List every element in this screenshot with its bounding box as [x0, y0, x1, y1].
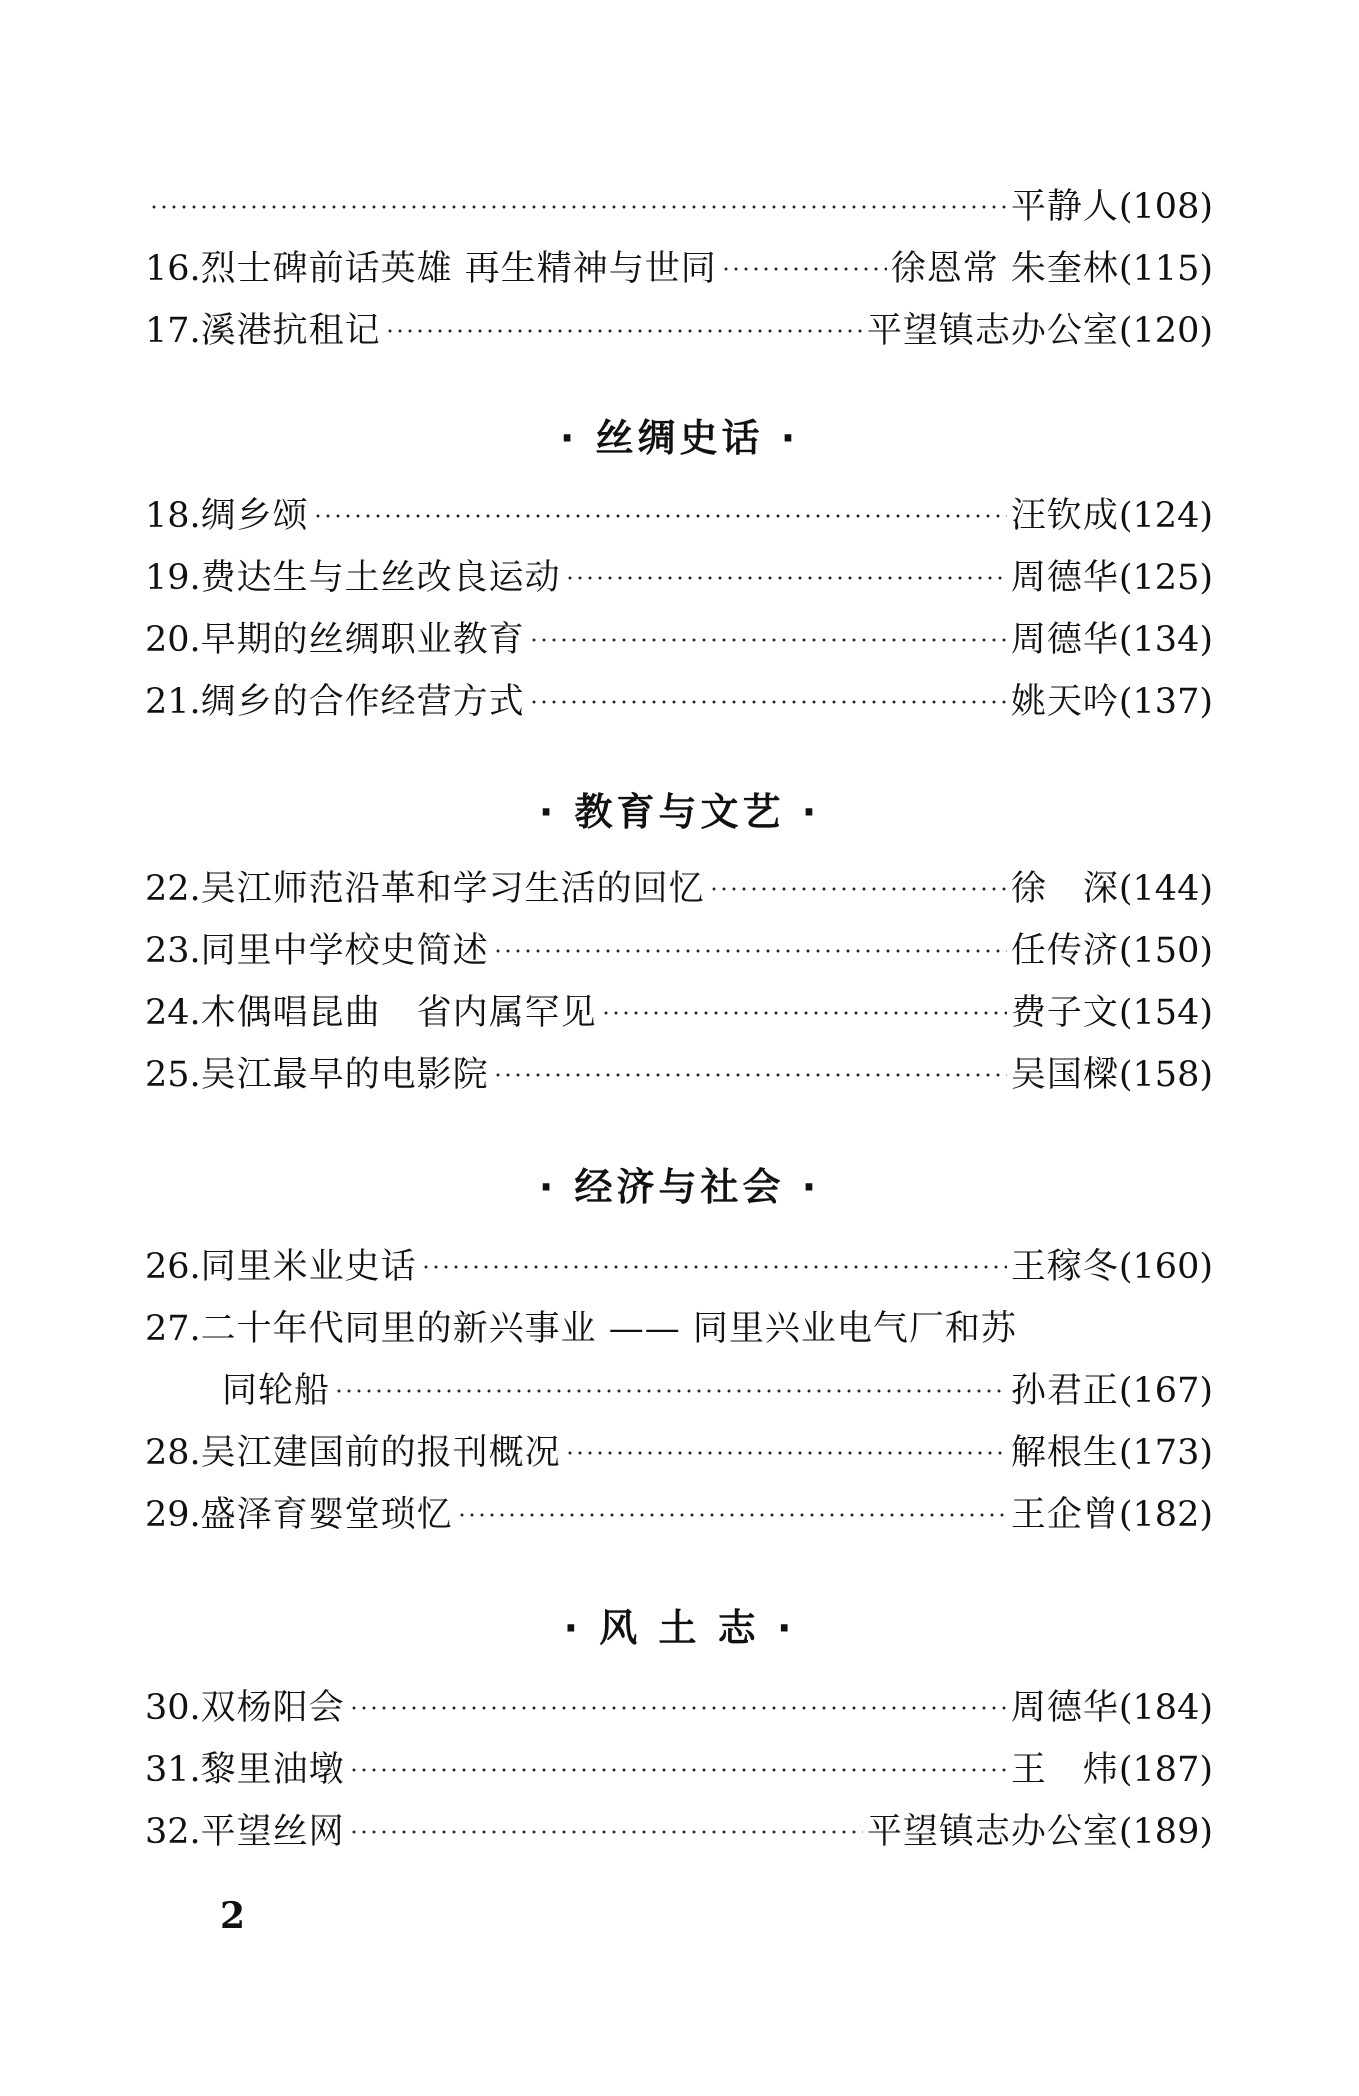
- dot-leader: [149, 205, 1007, 209]
- entry-number: 31.: [145, 1750, 201, 1790]
- toc-entry: [145, 984, 1213, 1042]
- toc-entry: [145, 1486, 1213, 1544]
- entry-author: 周德华: [1010, 1688, 1119, 1728]
- toc-entry: [222, 1362, 1213, 1420]
- toc-entry: [145, 1424, 1213, 1482]
- entry-number: 19.: [145, 558, 201, 598]
- entry-title: 同里中学校史简述: [200, 931, 489, 971]
- toc-entry: [145, 860, 1213, 918]
- section-heading: · 丝绸史话 ·: [559, 416, 800, 460]
- dot-leader: [493, 949, 1007, 953]
- dot-leader: [709, 887, 1007, 891]
- entry-author: 平静人: [1010, 187, 1119, 227]
- page-number: 2: [220, 1895, 246, 1937]
- entry-number: 25.: [145, 1055, 201, 1095]
- toc-entry: [145, 1741, 1213, 1799]
- entry-page: (150): [1118, 931, 1213, 971]
- dot-leader: [421, 1265, 1007, 1269]
- entry-title: 平望丝网: [200, 1812, 345, 1852]
- entry-author: 徐恩常 朱奎林: [890, 249, 1119, 289]
- entry-author: 任传济: [1010, 931, 1119, 971]
- entry-number: 32.: [145, 1812, 201, 1852]
- dot-leader: [334, 1389, 1007, 1393]
- entry-title: 盛泽育婴堂琐忆: [200, 1495, 453, 1535]
- toc-entry: [145, 240, 1213, 298]
- toc-entry: [145, 1679, 1213, 1737]
- toc-entry: [145, 1238, 1213, 1296]
- entry-page: (120): [1118, 311, 1213, 351]
- entry-title: 同轮船: [222, 1371, 331, 1411]
- entry-page: (184): [1118, 1688, 1213, 1728]
- entry-number: 26.: [145, 1247, 201, 1287]
- dot-leader: [601, 1011, 1007, 1015]
- entry-title: 吴江师范沿革和学习生活的回忆: [200, 869, 705, 909]
- entry-author: 徐 深: [1010, 869, 1119, 909]
- entry-title: 吴江建国前的报刊概况: [200, 1433, 561, 1473]
- entry-title: 绸乡的合作经营方式: [200, 682, 525, 722]
- entry-author: 费子文: [1010, 993, 1119, 1033]
- entry-title: 同里米业史话: [200, 1247, 417, 1287]
- entry-author: 平望镇志办公室: [866, 1812, 1119, 1852]
- dot-leader: [565, 576, 1007, 580]
- toc-entry: [145, 487, 1213, 545]
- entry-number: 22.: [145, 869, 201, 909]
- entry-title: 费达生与土丝改良运动: [200, 558, 561, 598]
- dot-leader: [313, 514, 1007, 518]
- dot-leader: [529, 638, 1007, 642]
- entry-number: 18.: [145, 496, 201, 536]
- toc-entry: [145, 549, 1213, 607]
- dot-leader: [349, 1706, 1007, 1710]
- entry-author: 周德华: [1010, 558, 1119, 598]
- toc-entry: [145, 302, 1213, 360]
- toc-entry: [145, 611, 1213, 669]
- entry-page: (160): [1118, 1247, 1213, 1287]
- entry-page: (189): [1118, 1812, 1213, 1852]
- entry-page: (144): [1118, 869, 1213, 909]
- entry-author: 汪钦成: [1010, 496, 1119, 536]
- entry-page: (108): [1118, 187, 1213, 227]
- entry-title: 吴江最早的电影院: [200, 1055, 489, 1095]
- entry-page: (154): [1118, 993, 1213, 1033]
- entry-number: 23.: [145, 931, 201, 971]
- entry-author: 孙君正: [1010, 1371, 1119, 1411]
- entry-page: (158): [1118, 1055, 1213, 1095]
- dot-leader: [349, 1830, 863, 1834]
- dot-leader: [721, 267, 887, 271]
- entry-author: 王稼冬: [1010, 1247, 1119, 1287]
- dot-leader: [349, 1768, 1007, 1772]
- section-heading: · 教育与文艺 ·: [538, 790, 821, 834]
- entry-page: (167): [1118, 1371, 1213, 1411]
- entry-page: (173): [1118, 1433, 1213, 1473]
- entry-page: (182): [1118, 1495, 1213, 1535]
- toc-entry: [145, 922, 1213, 980]
- entry-author: 解根生: [1010, 1433, 1119, 1473]
- entry-title: 黎里油墩: [200, 1750, 345, 1790]
- toc-entry: [145, 178, 1213, 236]
- entry-author: 王企曾: [1010, 1495, 1119, 1535]
- entry-title: 木偶唱昆曲 省内属罕见: [200, 993, 597, 1033]
- entry-author: 周德华: [1010, 620, 1119, 660]
- entry-title: 早期的丝绸职业教育: [200, 620, 525, 660]
- dot-leader: [385, 329, 863, 333]
- section-heading: · 风 土 志 ·: [563, 1606, 796, 1650]
- dot-leader: [493, 1073, 1007, 1077]
- entry-author: 王 炜: [1010, 1750, 1119, 1790]
- entry-page: (134): [1118, 620, 1213, 660]
- entry-title: 二十年代同里的新兴事业 —— 同里兴业电气厂和苏: [200, 1309, 1017, 1349]
- entry-number: 29.: [145, 1495, 201, 1535]
- entry-author: 姚天吟: [1010, 682, 1119, 722]
- entry-number: 17.: [145, 311, 201, 351]
- entry-page: (137): [1118, 682, 1213, 722]
- entry-title: 双杨阳会: [200, 1688, 345, 1728]
- entry-page: (125): [1118, 558, 1213, 598]
- entry-page: (187): [1118, 1750, 1213, 1790]
- toc-entry: [145, 673, 1213, 731]
- entry-number: 30.: [145, 1688, 201, 1728]
- section-heading: · 经济与社会 ·: [538, 1165, 821, 1209]
- dot-leader: [529, 700, 1007, 704]
- toc-entry: [145, 1300, 1213, 1358]
- entry-author: 平望镇志办公室: [866, 311, 1119, 351]
- toc-entry: [145, 1046, 1213, 1104]
- entry-number: 28.: [145, 1433, 201, 1473]
- entry-number: 21.: [145, 682, 201, 722]
- entry-number: 24.: [145, 993, 201, 1033]
- entry-number: 20.: [145, 620, 201, 660]
- entry-number: 27.: [145, 1309, 201, 1349]
- toc-entry: [145, 1803, 1213, 1861]
- entry-title: 绸乡颂: [200, 496, 309, 536]
- dot-leader: [565, 1451, 1007, 1455]
- entry-title: 烈士碑前话英雄 再生精神与世同: [200, 249, 717, 289]
- entry-title: 溪港抗租记: [200, 311, 381, 351]
- entry-number: 16.: [145, 249, 201, 289]
- entry-author: 吴国樑: [1010, 1055, 1119, 1095]
- dot-leader: [457, 1513, 1007, 1517]
- entry-page: (124): [1118, 496, 1213, 536]
- entry-page: (115): [1118, 249, 1213, 289]
